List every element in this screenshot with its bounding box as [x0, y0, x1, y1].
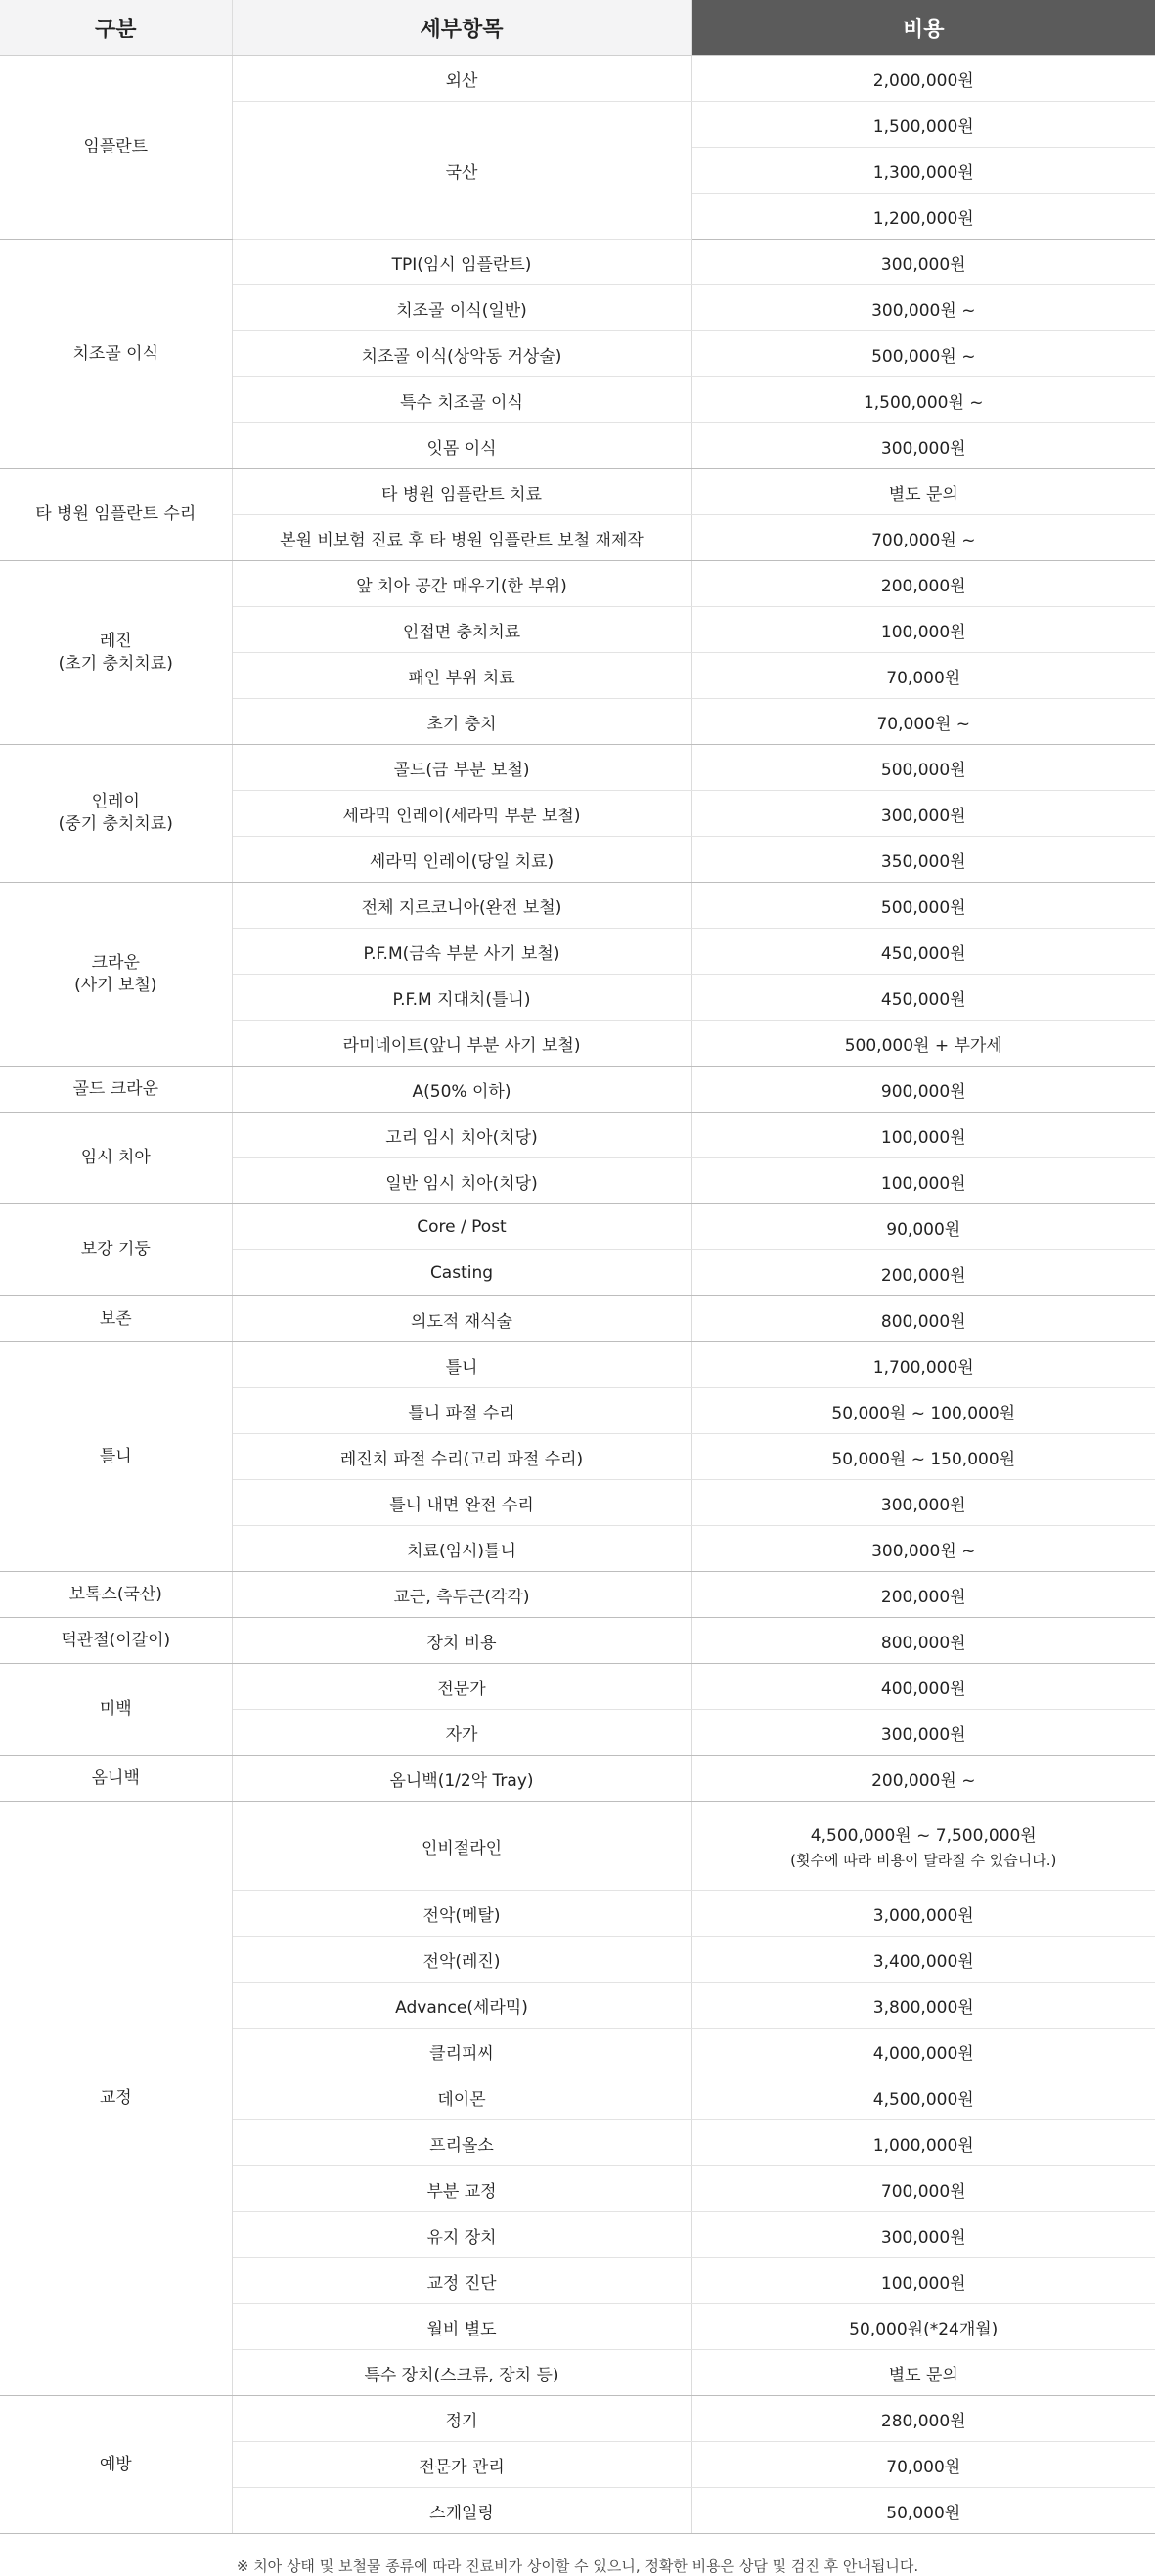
cost-cell: [691, 2396, 1155, 2442]
table-row: [0, 56, 1155, 102]
item-cell: 타 병원 임플란트 치료: [232, 469, 691, 515]
category-label: 보존: [99, 1308, 132, 1329]
cost-value: 70,000원 ~: [876, 714, 971, 734]
cost-cell: [691, 1342, 1155, 1388]
item-cell: 초기 충치: [232, 699, 691, 745]
cost-cell: [691, 2029, 1155, 2074]
cost-value: 500,000원 + 부가세: [844, 1035, 1002, 1056]
cost-value: 500,000원 ~: [871, 346, 976, 367]
category-label: (사기 보철): [74, 975, 157, 995]
cost-cell: [691, 561, 1155, 607]
table-row: [0, 1618, 1155, 1664]
item-cell: 앞 치아 공간 매우기(한 부위): [232, 561, 691, 607]
category-label: 예방: [99, 2454, 132, 2474]
category-label: 골드 크라운: [72, 1078, 158, 1099]
category-label: 임시 치아: [80, 1148, 151, 1168]
cost-cell: [691, 1021, 1155, 1067]
cost-value: 50,000원(*24개월): [849, 2319, 999, 2339]
header-item: 세부항목: [232, 0, 691, 56]
category-label: (초기 충치치료): [58, 653, 173, 674]
item-cell: 패인 부위 치료: [232, 653, 691, 699]
category-cell: [0, 1802, 232, 2396]
cost-value: 300,000원: [880, 1725, 966, 1745]
category-label: 보강 기둥: [80, 1240, 151, 1260]
item-cell: 세라믹 인레이(세라믹 부분 보철): [232, 791, 691, 837]
cost-value: 2,000,000원: [872, 70, 974, 91]
cost-value: 200,000원: [880, 1265, 966, 1286]
cost-value: 1,500,000원 ~: [863, 392, 984, 413]
cost-value: 별도 문의: [888, 2365, 958, 2385]
cost-cell: [691, 1113, 1155, 1158]
cost-value: 500,000원: [880, 760, 966, 780]
item-cell: 특수 장치(스크류, 장치 등): [232, 2350, 691, 2396]
item-cell: 라미네이트(앞니 부분 사기 보철): [232, 1021, 691, 1067]
cost-cell: [691, 423, 1155, 469]
item-cell: 틀니 파절 수리: [232, 1388, 691, 1434]
item-cell: 옴니백(1/2악 Tray): [232, 1756, 691, 1802]
cost-cell: [691, 1937, 1155, 1983]
header-category: 구분: [0, 0, 232, 56]
table-row: [0, 2396, 1155, 2442]
category-label: 치조골 이식: [72, 343, 158, 364]
item-cell: Core / Post: [232, 1204, 691, 1250]
cost-value: 4,000,000원: [872, 2043, 974, 2064]
cost-value: 200,000원: [880, 1587, 966, 1607]
item-cell: 틀니 내면 완전 수리: [232, 1480, 691, 1526]
cost-value: 800,000원: [880, 1633, 966, 1653]
category-cell: [0, 1756, 232, 1802]
table-row: [0, 469, 1155, 515]
table-row: [0, 1113, 1155, 1158]
cost-cell: [691, 2212, 1155, 2258]
cost-cell: [691, 2304, 1155, 2350]
cost-cell: [691, 837, 1155, 883]
cost-value: 4,500,000원: [872, 2089, 974, 2110]
category-cell: [0, 56, 232, 240]
cost-value: 100,000원: [880, 1127, 966, 1148]
cost-cell: [691, 1618, 1155, 1664]
item-cell: 특수 치조골 이식: [232, 377, 691, 423]
category-label: 턱관절(이갈이): [61, 1630, 171, 1650]
category-label: 옴니백: [91, 1768, 140, 1788]
item-cell: P.F.M(금속 부분 사기 보철): [232, 929, 691, 975]
table-row: [0, 1067, 1155, 1113]
cost-value: 300,000원: [880, 1495, 966, 1515]
item-cell: 유지 장치: [232, 2212, 691, 2258]
cost-cell: [691, 1710, 1155, 1756]
item-cell: 정기: [232, 2396, 691, 2442]
item-cell: 클리피씨: [232, 2029, 691, 2074]
cost-cell: [691, 285, 1155, 331]
cost-cell: [691, 745, 1155, 791]
cost-note: (횟수에 따라 비용이 달라질 수 있습니다.): [790, 1852, 1057, 1869]
item-cell: 전악(레진): [232, 1937, 691, 1983]
price-body: [0, 56, 1155, 2534]
item-cell: 본원 비보험 진료 후 타 병원 임플란트 보철 재제작: [232, 515, 691, 561]
item-cell: 프리올소: [232, 2120, 691, 2166]
cost-cell: [691, 469, 1155, 515]
item-cell: 치조골 이식(상악동 거상술): [232, 331, 691, 377]
cost-value: 100,000원: [880, 1173, 966, 1194]
category-cell: [0, 1067, 232, 1113]
item-cell: 의도적 재식술: [232, 1296, 691, 1342]
item-cell: 데이몬: [232, 2074, 691, 2120]
cost-value: 3,800,000원: [872, 1997, 974, 2018]
item-cell: 전체 지르코니아(완전 보철): [232, 883, 691, 929]
cost-cell: [691, 2074, 1155, 2120]
cost-value: 300,000원: [880, 254, 966, 275]
cost-value: 350,000원: [880, 851, 966, 872]
item-cell: 잇몸 이식: [232, 423, 691, 469]
item-cell: A(50% 이하): [232, 1067, 691, 1113]
category-label: 타 병원 임플란트 수리: [35, 504, 197, 525]
cost-value: 280,000원: [880, 2411, 966, 2431]
item-cell: 전악(메탈): [232, 1891, 691, 1937]
item-cell: 전문가: [232, 1664, 691, 1710]
category-label: 레진: [99, 631, 132, 651]
cost-cell: [691, 1434, 1155, 1480]
cost-cell: [691, 56, 1155, 102]
cost-cell: [691, 148, 1155, 194]
cost-cell: [691, 607, 1155, 653]
cost-cell: [691, 1250, 1155, 1296]
cost-value: 50,000원: [886, 2503, 961, 2523]
cost-value: 300,000원: [880, 438, 966, 458]
table-row: [0, 1664, 1155, 1710]
item-cell: 스케일링: [232, 2488, 691, 2534]
cost-value: 70,000원: [886, 668, 961, 688]
cost-value: 700,000원: [880, 2181, 966, 2202]
item-cell: 세라믹 인레이(당일 치료): [232, 837, 691, 883]
cost-value: 50,000원 ~ 150,000원: [831, 1449, 1016, 1469]
item-cell: 치료(임시)틀니: [232, 1526, 691, 1572]
table-row: [0, 1572, 1155, 1618]
item-cell: 골드(금 부분 보철): [232, 745, 691, 791]
cost-cell: [691, 331, 1155, 377]
table-row: [0, 1802, 1155, 1891]
category-label: 틀니: [99, 1446, 132, 1466]
item-cell: 부분 교정: [232, 2166, 691, 2212]
cost-cell: [691, 2120, 1155, 2166]
category-cell: [0, 240, 232, 469]
category-cell: [0, 1296, 232, 1342]
category-cell: [0, 1664, 232, 1756]
cost-cell: [691, 1572, 1155, 1618]
category-cell: [0, 561, 232, 745]
cost-value: 3,000,000원: [872, 1905, 974, 1926]
table-row: [0, 745, 1155, 791]
cost-value: 100,000원: [880, 2273, 966, 2293]
item-cell: 인비절라인: [232, 1802, 691, 1891]
table-row: [0, 883, 1155, 929]
cost-value: 400,000원: [880, 1679, 966, 1699]
cost-cell: [691, 515, 1155, 561]
item-cell: 국산: [232, 102, 691, 240]
category-label: (중기 충치치료): [58, 814, 173, 834]
cost-value: 별도 문의: [888, 484, 958, 504]
cost-value: 1,200,000원: [872, 208, 974, 229]
cost-cell: [691, 2350, 1155, 2396]
table-row: [0, 1756, 1155, 1802]
cost-value: 800,000원: [880, 1311, 966, 1332]
category-cell: [0, 469, 232, 561]
category-cell: [0, 1342, 232, 1572]
item-cell: 전문가 관리: [232, 2442, 691, 2488]
cost-cell: [691, 1802, 1155, 1891]
cost-value: 1,300,000원: [872, 162, 974, 183]
cost-value: 90,000원: [886, 1219, 961, 1240]
item-cell: 교정 진단: [232, 2258, 691, 2304]
cost-cell: [691, 1526, 1155, 1572]
cost-cell: [691, 1756, 1155, 1802]
item-cell: P.F.M 지대치(틀니): [232, 975, 691, 1021]
category-cell: [0, 1113, 232, 1204]
item-cell: 틀니: [232, 1342, 691, 1388]
cost-cell: [691, 883, 1155, 929]
cost-cell: [691, 1983, 1155, 2029]
item-cell: 일반 임시 치아(치당): [232, 1158, 691, 1204]
cost-value: 300,000원: [880, 806, 966, 826]
item-cell: 인접면 충치치료: [232, 607, 691, 653]
item-cell: 자가: [232, 1710, 691, 1756]
item-cell: 교근, 측두근(각각): [232, 1572, 691, 1618]
table-row: [0, 1204, 1155, 1250]
header-row: [0, 0, 1155, 56]
footnote: ※ 치아 상태 및 보철물 종류에 따라 진료비가 상이할 수 있으니, 정확한 비용은 상담 및 검진 후 안내됩니다.: [236, 2557, 919, 2575]
item-cell: 고리 임시 치아(치당): [232, 1113, 691, 1158]
item-cell: TPI(임시 임플란트): [232, 240, 691, 285]
cost-cell: [691, 929, 1155, 975]
cost-value: 200,000원: [880, 576, 966, 596]
category-label: 임플란트: [83, 137, 149, 157]
cost-value: 700,000원 ~: [871, 530, 976, 550]
cost-cell: [691, 194, 1155, 240]
category-cell: [0, 883, 232, 1067]
category-cell: [0, 1204, 232, 1296]
cost-value: 450,000원: [880, 943, 966, 964]
cost-cell: [691, 975, 1155, 1021]
category-cell: [0, 2396, 232, 2534]
cost-cell: [691, 1388, 1155, 1434]
category-label: 보톡스(국산): [68, 1584, 162, 1604]
cost-cell: [691, 791, 1155, 837]
cost-cell: [691, 1664, 1155, 1710]
item-cell: 장치 비용: [232, 1618, 691, 1664]
table-row: [0, 561, 1155, 607]
cost-cell: [691, 240, 1155, 285]
cost-cell: [691, 102, 1155, 148]
cost-cell: [691, 699, 1155, 745]
category-label: 교정: [99, 2088, 132, 2109]
cost-cell: [691, 377, 1155, 423]
cost-value: 70,000원: [886, 2457, 961, 2477]
cost-cell: [691, 1067, 1155, 1113]
cost-value: 1,000,000원: [872, 2135, 974, 2156]
item-cell: Casting: [232, 1250, 691, 1296]
cost-value: 500,000원: [880, 897, 966, 918]
category-cell: [0, 745, 232, 883]
table-row: [0, 1296, 1155, 1342]
item-cell: 레진치 파절 수리(고리 파절 수리): [232, 1434, 691, 1480]
item-cell: 치조골 이식(일반): [232, 285, 691, 331]
cost-cell: [691, 1891, 1155, 1937]
header-cost: 비용: [691, 0, 1155, 56]
category-label: 미백: [99, 1699, 132, 1720]
table-row: [0, 240, 1155, 285]
table-row: [0, 1342, 1155, 1388]
category-label: 크라운: [91, 952, 140, 973]
item-cell: 외산: [232, 56, 691, 102]
cost-value: 300,000원 ~: [871, 300, 976, 321]
cost-cell: [691, 2166, 1155, 2212]
cost-cell: [691, 1158, 1155, 1204]
cost-value: 300,000원 ~: [871, 1541, 976, 1561]
cost-cell: [691, 2258, 1155, 2304]
cost-cell: [691, 653, 1155, 699]
cost-value: 3,400,000원: [872, 1951, 974, 1972]
cost-cell: [691, 1296, 1155, 1342]
cost-cell: [691, 2488, 1155, 2534]
cost-cell: [691, 1204, 1155, 1250]
cost-value: 1,700,000원: [872, 1357, 974, 1377]
item-cell: Advance(세라믹): [232, 1983, 691, 2029]
cost-value: 200,000원 ~: [871, 1770, 976, 1791]
cost-cell: [691, 1480, 1155, 1526]
cost-value: 4,500,000원 ~ 7,500,000원: [810, 1826, 1037, 1846]
cost-value: 450,000원: [880, 989, 966, 1010]
category-label: 인레이: [91, 792, 140, 812]
item-cell: 월비 별도: [232, 2304, 691, 2350]
cost-value: 1,500,000원: [872, 116, 974, 137]
cost-value: 100,000원: [880, 622, 966, 642]
cost-value: 300,000원: [880, 2227, 966, 2248]
cost-value: 50,000원 ~ 100,000원: [831, 1403, 1016, 1423]
category-cell: [0, 1572, 232, 1618]
category-cell: [0, 1618, 232, 1664]
cost-cell: [691, 2442, 1155, 2488]
cost-value: 900,000원: [880, 1081, 966, 1102]
